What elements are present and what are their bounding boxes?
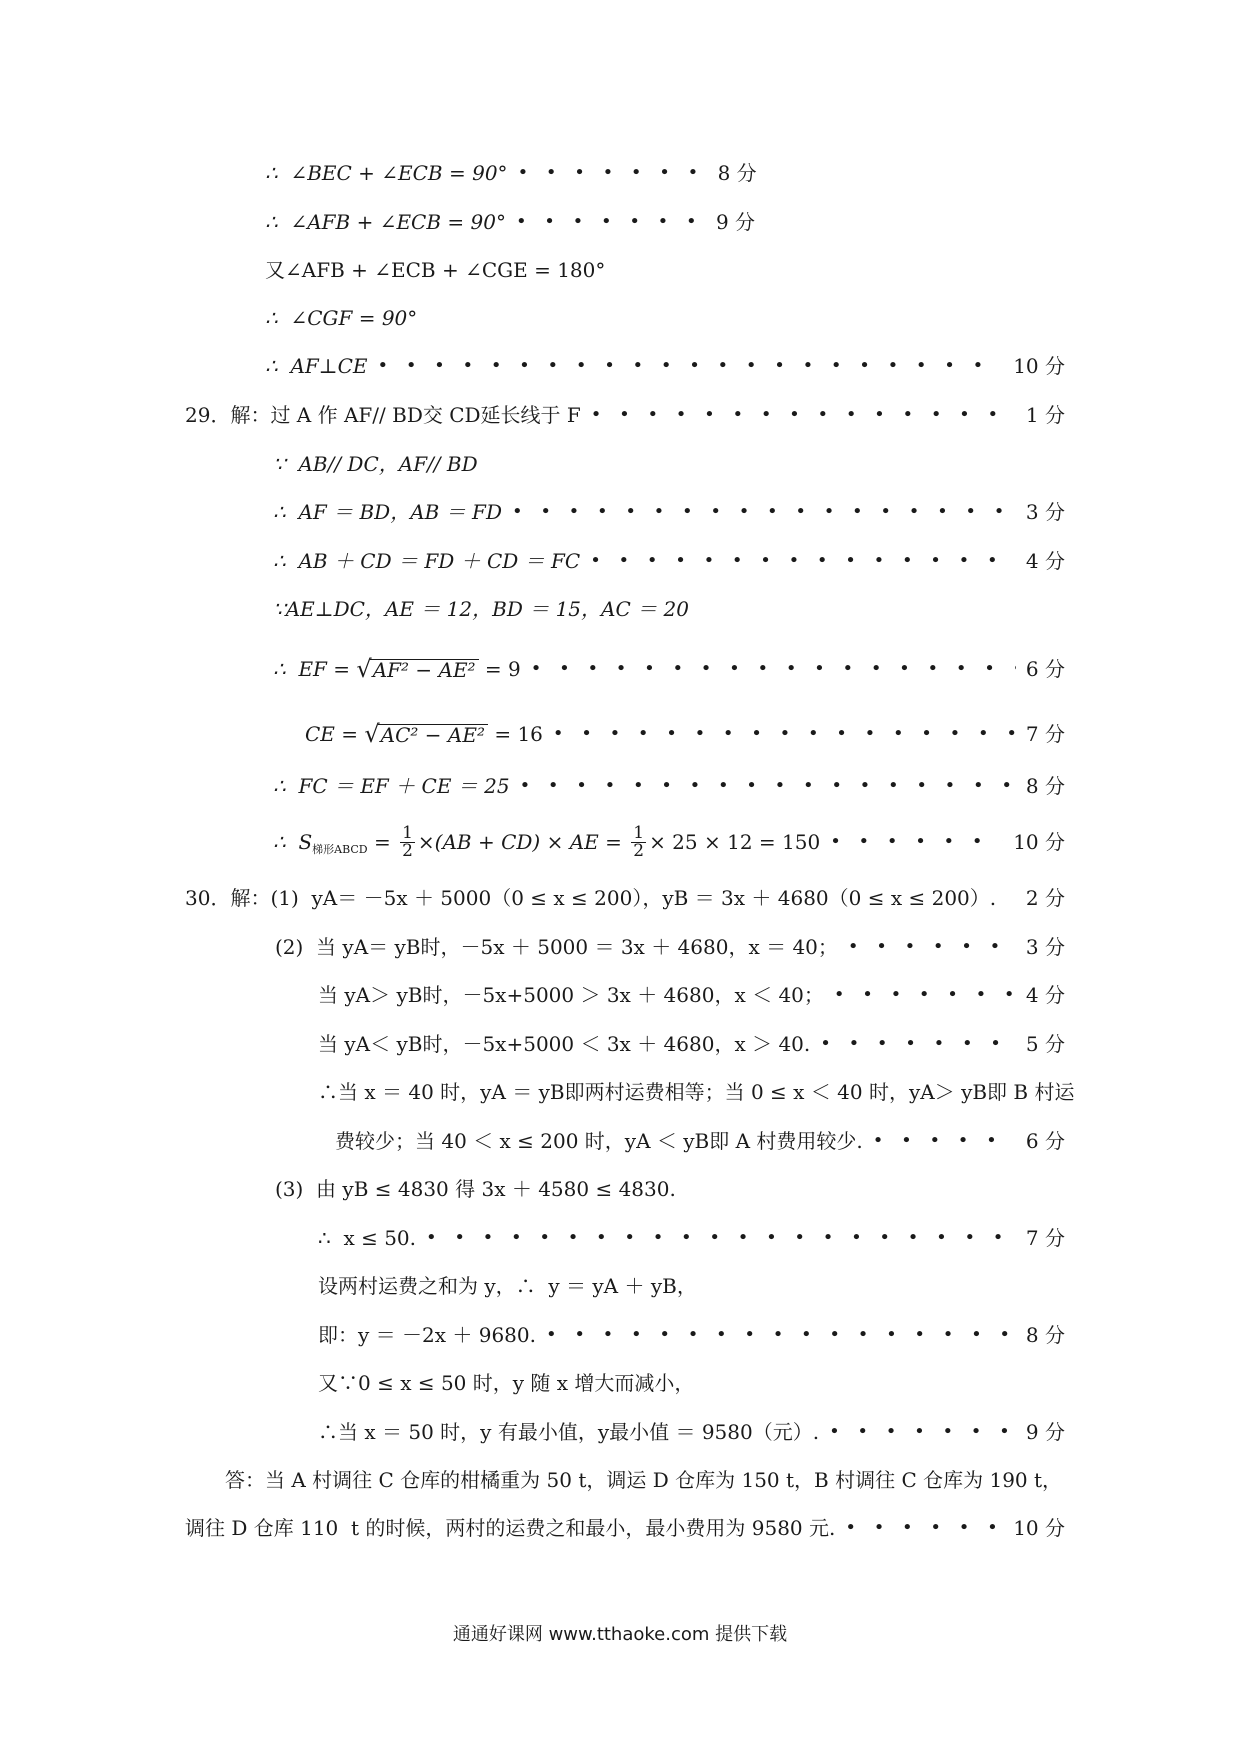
- line-ce-sqrt: [305, 722, 1065, 746]
- leader-dots: [820, 1035, 1016, 1053]
- problem-30-minimum: [318, 1422, 1065, 1442]
- expression: ∵AE⊥DC，AE ＝ 12，BD ＝ 15，AC ＝ 20: [273, 597, 689, 621]
- expression: 当 yA＜ yB时，－5x+5000 ＜ 3x ＋ 4680，x ＞ 40.: [318, 1032, 811, 1056]
- score: 1 分: [1025, 403, 1065, 427]
- leader-dots: [829, 1423, 1016, 1441]
- radicand: AF² − AE²: [370, 659, 479, 680]
- score: 5 分: [1025, 1032, 1065, 1056]
- leader-dots: [546, 1326, 1016, 1344]
- score: 3 分: [1025, 500, 1065, 524]
- radicand: AC² − AE²: [378, 724, 488, 745]
- problem-30-y-expr: [318, 1325, 1065, 1345]
- expression: ∴ FC ＝ EF ＋ CE ＝ 25: [273, 774, 510, 798]
- expression: ∴ x ≤ 50.: [318, 1226, 416, 1250]
- problem-30-conclusion-b: [335, 1131, 1065, 1151]
- score: 7 分: [1025, 1226, 1065, 1250]
- score: 6 分: [1025, 657, 1065, 681]
- problem-30-decreasing: [318, 1373, 694, 1393]
- problem-30-part-2-equal: [275, 937, 1065, 957]
- line-angle-sum-180: [265, 260, 605, 280]
- equals: =: [367, 830, 398, 854]
- expression: ∴ AF ＝ BD，AB ＝ FD: [273, 500, 502, 524]
- line-fc-25: [273, 776, 1065, 796]
- leader-dots: [848, 938, 1016, 956]
- score: 8 分: [717, 161, 757, 185]
- expression: (3) 由 yB ≤ 4830 得 3x ＋ 4580 ≤ 4830.: [275, 1177, 676, 1201]
- expression-post: × 25 × 12 = 150: [649, 830, 821, 854]
- score: 2 分: [1025, 886, 1065, 910]
- line-angle-afb-ecb: [265, 210, 756, 234]
- line-ab-cd-fc: [273, 551, 1065, 571]
- subscript: 梯形ABCD: [312, 842, 368, 856]
- expression: 答：当 A 村调往 C 仓库的柑橘重为 50 t，调运 D 仓库为 150 t，B 村调往 C 仓库为 190 t，: [225, 1468, 1063, 1492]
- leader-dots: [553, 725, 1016, 743]
- expression-post: = 9: [478, 657, 521, 681]
- expression: ∴ AB ＋ CD ＝ FD ＋ CD ＝ FC: [273, 549, 581, 573]
- score: 4 分: [1025, 549, 1065, 573]
- expression: 即：y ＝ －2x ＋ 9680.: [318, 1323, 536, 1347]
- expression: ∴当 x ＝ 40 时，yA ＝ yB即两村运费相等；当 0 ≤ x ＜ 40 时，yA＞ yB即 B 村运: [318, 1080, 1075, 1104]
- leader-dots: [512, 503, 1016, 521]
- line-angle-cgf: [265, 308, 417, 328]
- expression-post: = 16: [487, 722, 543, 746]
- radical-sign: √: [356, 655, 372, 683]
- problem-30-part-1: [185, 888, 1065, 908]
- score: 10 分: [1013, 1516, 1065, 1540]
- expression: 29．解：过 A 作 AF// BD交 CD延长线于 F: [185, 403, 581, 427]
- expression: ∴ ∠AFB + ∠ECB = 90°: [265, 210, 506, 234]
- expression: 调往 D 仓库 110 t 的时候，两村的运费之和最小，最小费用为 9580 元.: [185, 1516, 836, 1540]
- problem-30-sum-def: [318, 1276, 697, 1296]
- line-angle-bec-ecb: [265, 161, 757, 185]
- problem-29-heading: [185, 405, 1065, 425]
- leader-dots: [830, 833, 1003, 851]
- score: 4 分: [1025, 983, 1065, 1007]
- fraction-half: $\frac{1}{2}$: [402, 822, 413, 861]
- score: 3 分: [1025, 935, 1065, 959]
- score: 7 分: [1025, 722, 1065, 746]
- leader-dots: [520, 777, 1016, 795]
- leader-dots: [834, 986, 1016, 1004]
- expression-pre: CE =: [305, 722, 365, 746]
- score: 6 分: [1025, 1129, 1065, 1153]
- expression: 又∠AFB + ∠ECB + ∠CGE = 180°: [265, 258, 606, 282]
- leader-dots: [590, 552, 1016, 570]
- expression-pre: ∴ EF =: [273, 657, 357, 681]
- problem-30-part-2-less: [318, 1034, 1065, 1054]
- problem-30-answer-a: [225, 1470, 1062, 1490]
- expression: ∴当 x ＝ 50 时，y 有最小值，y最小值 ＝ 9580（元）.: [318, 1420, 820, 1444]
- line-given-lengths: [273, 599, 689, 619]
- leader-dots: [518, 164, 708, 182]
- line-af-eq-bd: [273, 502, 1065, 522]
- expression: 又∵0 ≤ x ≤ 50 时，y 随 x 增大而减小，: [318, 1371, 695, 1395]
- expression: ∴ ∠BEC + ∠ECB = 90°: [265, 161, 508, 185]
- line-af-perp-ce: [265, 356, 1065, 376]
- problem-30-part-2-greater: [318, 985, 1065, 1005]
- expression-mid: ×(AB + CD) × AE =: [417, 830, 629, 854]
- score: 9 分: [715, 210, 756, 234]
- leader-dots: [426, 1229, 1016, 1247]
- problem-30-x-le-50: [318, 1228, 1065, 1248]
- expression: 设两村运费之和为 y，∴ y ＝ yA ＋ yB，: [318, 1274, 697, 1298]
- problem-30-answer-b: [185, 1518, 1065, 1538]
- leader-dots: [516, 213, 706, 231]
- expression: 当 yA＞ yB时，－5x+5000 ＞ 3x ＋ 4680，x ＜ 40；: [318, 983, 824, 1007]
- leader-dots: [531, 660, 1016, 678]
- leader-dots: [377, 357, 1003, 375]
- problem-30-part-3: [275, 1179, 676, 1199]
- line-parallel-given: [273, 454, 478, 474]
- leader-dots: [591, 406, 1016, 424]
- fraction-half: $\frac{1}{2}$: [633, 822, 645, 861]
- expression: ∵ AB// DC，AF// BD: [273, 452, 478, 476]
- leader-dots: [845, 1519, 1003, 1537]
- line-trapezoid-area: [273, 822, 1065, 862]
- score: 10 分: [1013, 354, 1065, 378]
- footer-credit: 通通好课网 www.tthaoke.com 提供下载: [452, 1624, 788, 1645]
- leader-dots: [873, 1132, 1016, 1150]
- line-ef-sqrt: [273, 657, 1065, 681]
- radical-sign: √: [364, 720, 380, 748]
- expression: ∴ AF⊥CE: [265, 354, 368, 378]
- score: 8 分: [1025, 1323, 1065, 1347]
- score: 10 分: [1013, 830, 1065, 854]
- expression: (2) 当 yA＝ yB时，－5x ＋ 5000 ＝ 3x ＋ 4680，x ＝ 40；: [275, 935, 838, 959]
- expression: ∴ ∠CGF = 90°: [265, 306, 418, 330]
- problem-30-conclusion-a: [318, 1082, 1074, 1102]
- expression-pre: ∴ S: [273, 830, 313, 854]
- score: 8 分: [1025, 774, 1065, 798]
- expression: 费较少；当 40 ＜ x ≤ 200 时，yA ＜ yB即 A 村费用较少.: [335, 1129, 863, 1153]
- expression: 30．解：(1) yA＝ －5x ＋ 5000（0 ≤ x ≤ 200），yB ＝ 3x ＋ 4680（0 ≤ x ≤ 200）.: [185, 886, 997, 910]
- score: 9 分: [1025, 1420, 1065, 1444]
